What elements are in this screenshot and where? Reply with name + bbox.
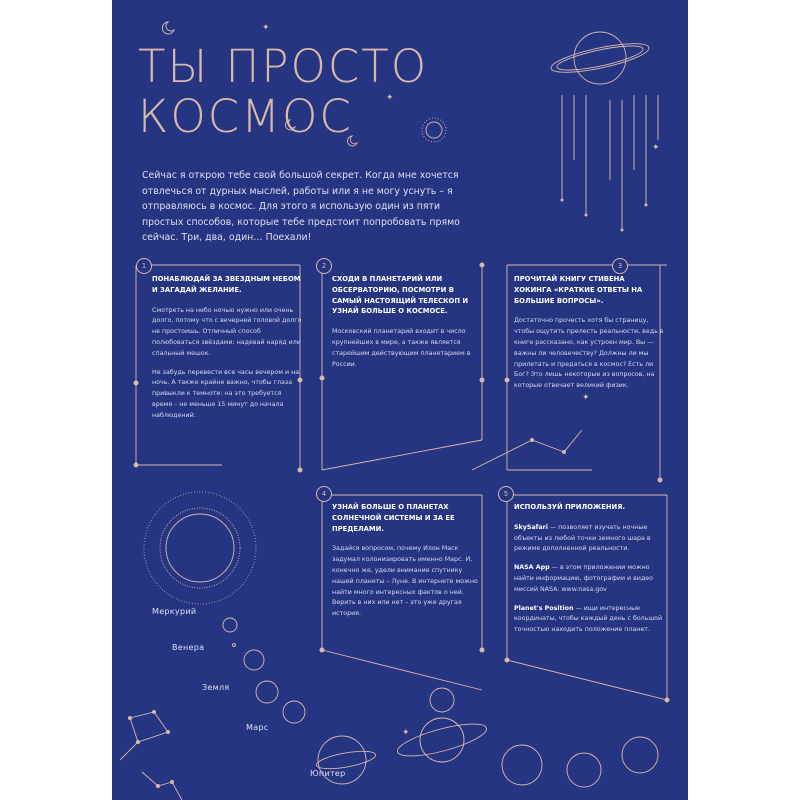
planet-label-mars: Марс bbox=[246, 723, 269, 732]
app-name: SkySafari bbox=[514, 523, 548, 531]
planet-label-mercury: Меркурий bbox=[152, 607, 197, 616]
app-item-nasa bbox=[514, 563, 664, 595]
app-description: — ищи интересные координаты, чтобы каждый день с большой точностью находить положение планет. bbox=[514, 604, 663, 634]
card-2 bbox=[308, 258, 486, 478]
card-heading: ПОНАБЛЮДАЙ ЗА ЗВЕЗДНЫМ НЕБОМ И ЗАГАДАЙ ЖЕЛАНИЕ. bbox=[152, 275, 301, 294]
app-name: Planet's Position bbox=[514, 604, 574, 612]
card-4 bbox=[308, 486, 486, 656]
card-5 bbox=[496, 486, 676, 706]
app-item-planets-position bbox=[514, 604, 664, 636]
svg-text:✦: ✦ bbox=[582, 393, 590, 403]
card-number: 4 bbox=[316, 486, 332, 502]
card-paragraph: Достаточно прочесть хотя бы страницу, чтобы ощутить прелесть реальности, ведь в книге рассказано, как устроен мир. Вы — важны ли человечеству? Должны ли мы прилетать и предаться в космос? Есть ли Бог? Это лишь некоторые из вопросов, на которые отвечает великий физик. bbox=[514, 317, 664, 390]
title-line-2: КОСМОС bbox=[138, 90, 353, 143]
title-line-1: ТЫ ПРОСТО bbox=[138, 40, 429, 93]
planet-label-jupiter: Юпитер bbox=[310, 769, 346, 778]
svg-text:✦: ✦ bbox=[386, 93, 394, 103]
card-heading: ПРОЧИТАЙ КНИГУ СТИВЕНА ХОКИНГА «КРАТКИЕ ОТВЕТЫ НА БОЛЬШИЕ ВОПРОСЫ». bbox=[514, 275, 643, 305]
card-number: 5 bbox=[498, 486, 514, 502]
card-number: 1 bbox=[136, 258, 152, 274]
svg-text:✦: ✦ bbox=[402, 728, 410, 738]
svg-text:✦: ✦ bbox=[262, 23, 270, 33]
card-number: 3 bbox=[612, 258, 628, 274]
card-number: 2 bbox=[316, 258, 332, 274]
app-description: — в этом приложении можно найти информацию, фотографии и видео миссий NASA: www.nasa.gov bbox=[514, 564, 654, 593]
app-item-skysafari bbox=[514, 523, 664, 555]
card-3 bbox=[496, 258, 676, 478]
app-description: — позволяет изучать ночные объекты из любой точки земного шара в режиме дополненной реальности. bbox=[514, 523, 651, 553]
card-paragraph: Московский планетарий входит в число крупнейших в мире, а также является старейшим действующим планетарием в России. bbox=[332, 328, 471, 368]
card-heading: СХОДИ В ПЛАНЕТАРИЙ ИЛИ ОБСЕРВАТОРИЮ, ПОСМОТРИ В САМЫЙ НАСТОЯЩИЙ ТЕЛЕСКОП И УЗНАЙ БОЛЬШЕ О КОСМОСЕ. bbox=[332, 275, 469, 316]
card-paragraph: Смотреть на небо ночью нужно или очень долго, потому что с вечерней головой долго не простоишь. Отличный способ полюбоваться звёздами: надевай наряд или спальный мешок. bbox=[152, 306, 302, 357]
app-name: NASA App bbox=[514, 564, 550, 572]
card-1 bbox=[124, 258, 304, 478]
planet-label-earth: Земля bbox=[202, 683, 230, 692]
card-paragraph: Не забудь перевести все часы вечером и на ночь. А также крайне важно, чтобы глаза привыкли к темноте: на это требуется время – не меньше 15 минут до начала наблюдений. bbox=[152, 368, 300, 419]
planet-label-venus: Венера bbox=[172, 643, 205, 652]
svg-text:✦: ✦ bbox=[652, 143, 660, 153]
card-paragraph: Задайся вопросом, почему Илон Маск задумал колонизировать именно Марс. И, конечно же, удели внимание спутнику нашей планеты – Луне. В интернете можно найти много интересных фактов о ней. Верить в них или нет – это уже другая история. bbox=[332, 545, 478, 618]
card-heading: ИСПОЛЬЗУЙ ПРИЛОЖЕНИЯ. bbox=[514, 503, 626, 511]
intro-text: Сейчас я открою тебе свой большой секрет. Когда мне хочется отвлечься от дурных мыслей, работы или я не могу уснуть – я отправляюсь в космос. Для этого я использую один из пяти простых способов, которые тебе предстоит попробовать прямо сейчас. Три, два, один… Поехали! bbox=[142, 170, 460, 243]
poster bbox=[112, 0, 688, 800]
card-heading: УЗНАЙ БОЛЬШЕ О ПЛАНЕТАХ СОЛНЕЧНОЙ СИСТЕМЫ И ЗА ЕЕ ПРЕДЕЛАМИ. bbox=[332, 503, 455, 533]
